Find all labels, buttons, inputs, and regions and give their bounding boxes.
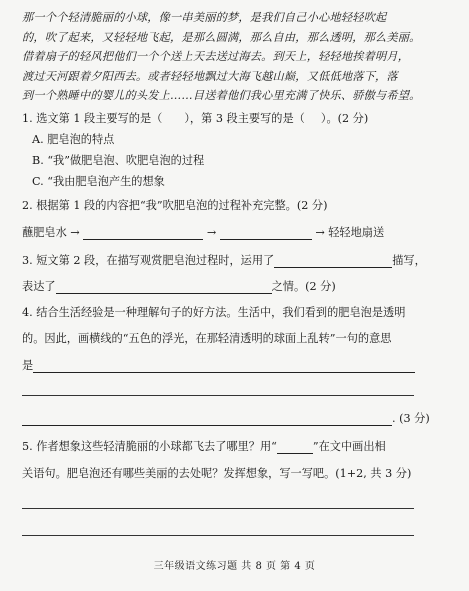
question-4-line-2: 的。因此，画横线的“五色的浮光，在那轻清透明的球面上乱转”一句的意思 (22, 332, 392, 345)
passage-line: 那一个个轻清脆丽的小球，像一串美丽的梦，是我们自己小心地轻轻吹起 (22, 11, 387, 24)
question-4-score: . (3 分) (392, 412, 430, 425)
answer-blank-5a[interactable] (277, 441, 313, 454)
question-5-text-a: 5. 作者想象这些轻清脆丽的小球都飞去了哪里？用“ (22, 440, 277, 453)
answer-blank-3a[interactable] (274, 255, 392, 268)
answer-blank-1a[interactable] (162, 114, 184, 126)
passage-line: 的，吹了起来，又轻轻地飞起，是那么圆满，那么自由，那么透明，那么美丽。 (22, 30, 421, 44)
sequence-arrow: → (206, 226, 217, 239)
question-4-last-line (22, 410, 430, 426)
answer-line-5a[interactable] (22, 508, 414, 509)
answer-line-4a[interactable] (33, 360, 415, 373)
answer-line-4b[interactable] (22, 395, 414, 396)
option-c: C. “我由肥皂泡产生的想象 (32, 175, 165, 188)
option-b: B. “我”做肥皂泡、吹肥皂泡的过程 (32, 154, 205, 167)
question-1 (22, 110, 368, 126)
sequence-end: → 轻轻地扇送 (315, 226, 385, 239)
question-3-line-2 (22, 278, 336, 294)
question-5-line-1 (22, 438, 386, 454)
option-a: A. 肥皂泡的特点 (32, 133, 115, 146)
question-4-lead: 是 (22, 359, 34, 372)
question-3-text-b: 描写， (392, 254, 426, 267)
answer-blank-3b[interactable] (56, 281, 272, 294)
reading-passage (22, 8, 452, 106)
passage-line: 渡过天河跟着夕阳西去。或者轻轻地飘过大海飞越山巅，又低低地落下，落 (22, 69, 398, 83)
answer-line-4c[interactable] (22, 413, 392, 426)
question-3-text-c: 表达了 (22, 280, 56, 293)
question-4-line-1: 4. 结合生活经验是一种理解句子的好方法。生活中，我们看到的肥皂泡是透明 (22, 306, 406, 319)
question-3-text-a: 3. 短文第 2 段，在描写观赏肥皂泡过程时，运用了 (22, 254, 275, 267)
question-4-line-3 (22, 357, 415, 373)
question-1-suffix: ）。(2 分) (320, 112, 369, 125)
answer-blank-1b[interactable] (305, 114, 321, 126)
sequence-start: 蘸肥皂水 → (22, 226, 80, 239)
question-1-mid: ），第 3 段主要写的是（ (184, 112, 305, 125)
question-2-sequence (22, 224, 384, 240)
question-3-line-1 (22, 252, 426, 268)
question-5-line-2: 关语句。肥皂泡还有哪些美丽的去处呢？发挥想象，写一写吧。(1+2, 共 3 分) (22, 467, 412, 480)
question-2: 2. 根据第 1 段的内容把“我”吹肥皂泡的过程补充完整。(2 分) (22, 199, 328, 212)
answer-line-5b[interactable] (22, 535, 414, 536)
question-1-prefix: 1. 选文第 1 段主要写的是（ (22, 112, 163, 125)
question-3-text-d: 之情。(2 分) (271, 280, 336, 293)
answer-blank-2b[interactable] (220, 227, 312, 240)
passage-line: 借着扇子的轻风把他们一个个送上天去送过海去。到天上，轻轻地挨着明月， (22, 50, 410, 64)
question-5-text-b: ”在文中画出相 (312, 440, 386, 453)
answer-blank-2a[interactable] (83, 227, 203, 240)
page-footer: 三年级语文练习题 共 8 页 第 4 页 (153, 561, 316, 572)
passage-line: 到一个熟睡中的婴儿的头发上……目送着他们我心里充满了快乐、骄傲与希望。 (22, 89, 421, 103)
